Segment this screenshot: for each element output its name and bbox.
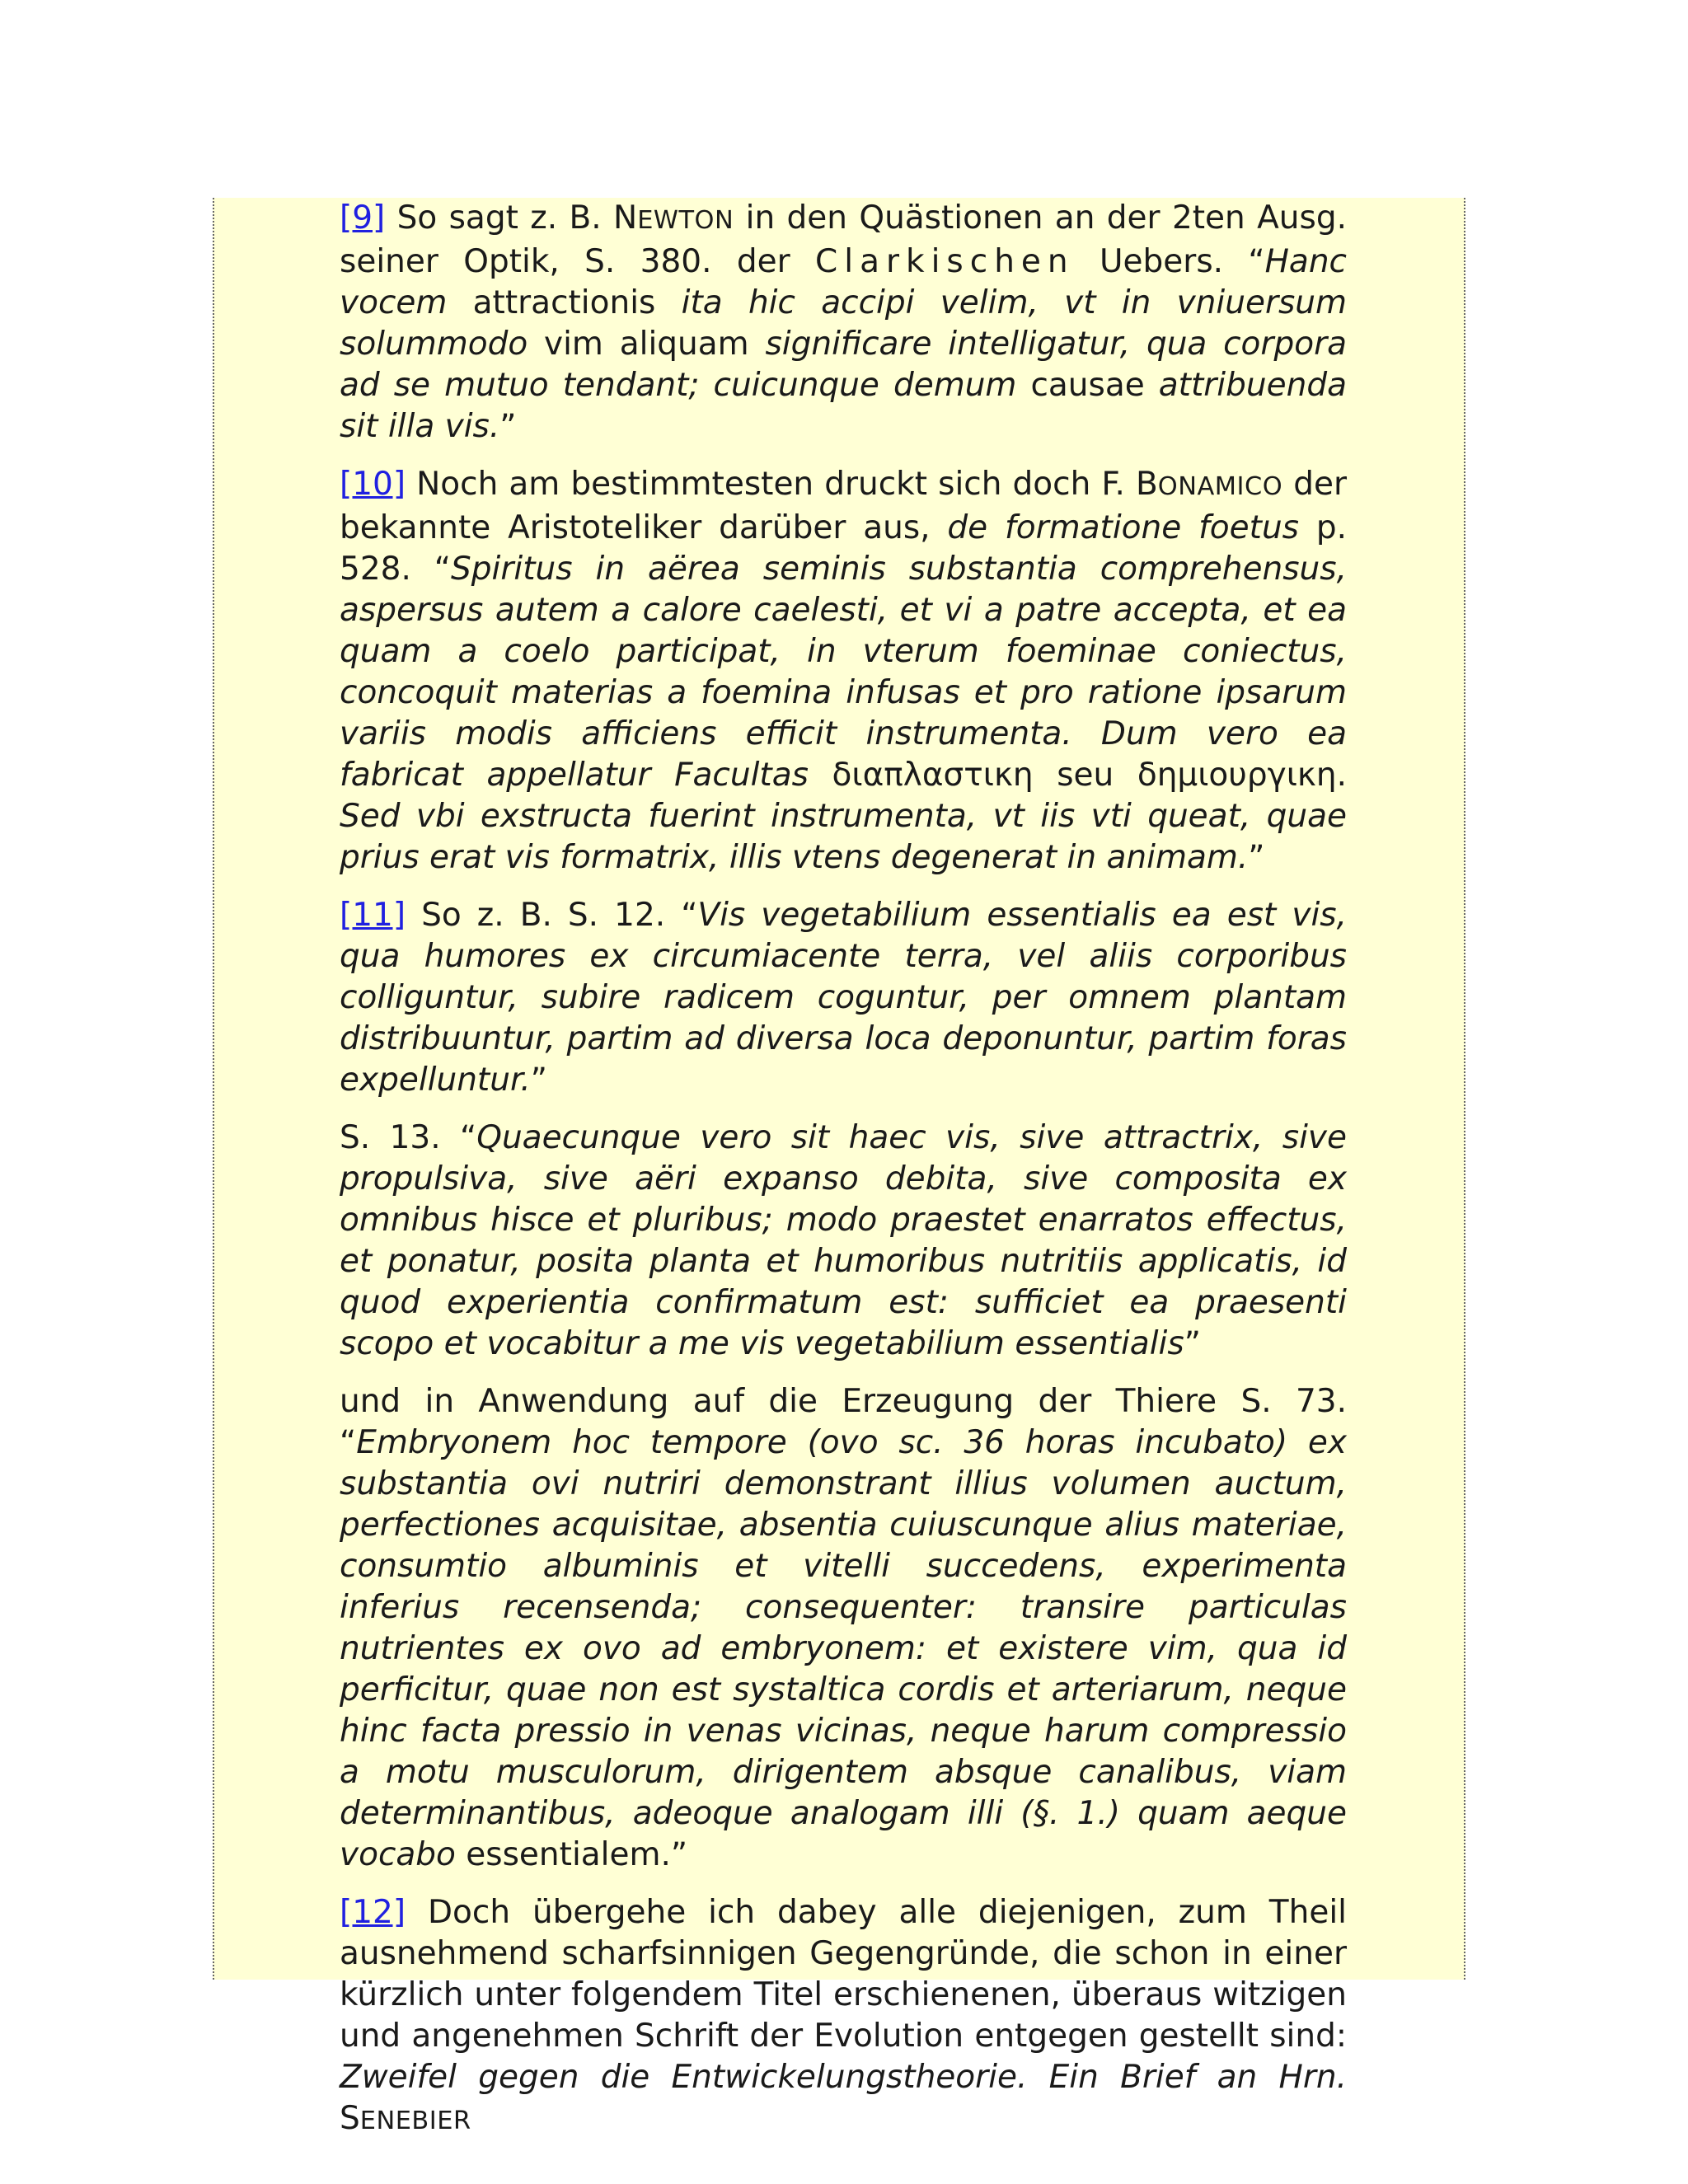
footnote-11-application: und in Anwendung auf die Erzeugung der Thiere S. 73. “Embryonem hoc tempore (ovo sc. 36 horas incubato) ex substantia ovi nutriri demonstrant illius volumen auctum, perfectiones acquisitae, absentia cuiuscunque alius materiae, consumtio albuminis et vitelli succedens, experimenta inferius recensenda; consequenter: transire particulas nutrientes ex ovo ad embryonem: et existere vim, qua id perficitur, quae non est systaltica cordis et arteriarum, neque hinc facta pressio in venas vicinas, neque harum compressio a motu musculorum, dirigentem absque canalibus, viam determinantibus, adeoque analogam illi (§. 1.) quam aeque vocabo essentialem.” xyxy=(340,1383,1347,1873)
footnote-12-link[interactable]: [12] xyxy=(340,1894,406,1931)
footnote-12: [12] Doch übergehe ich dabey alle diejenigen, zum Theil ausnehmend scharfsinnigen Gegengründe, die schon in einer kürzlich unter folgendem Titel erschienenen, überaus witzigen und angenehmen Schrift der Evolution entgegen gestellt sind: Zweifel gegen die Entwickelungstheorie. Ein Brief an Hrn. SENEBIER xyxy=(340,1894,1347,2137)
footnote-11-continued: S. 13. “Quaecunque vero sit haec vis, sive attractrix, sive propulsiva, sive aëri expanso debita, sive composita ex omnibus hisce et pluribus; modo praestet enarratos effectus, et ponatur, posita planta et humoribus nutritiis applicatis, id quod experientia confirmatum est: sufficiet ea praesenti scopo et vocabitur a me vis vegetabilium essentialis” xyxy=(340,1119,1347,1362)
document-page xyxy=(213,198,1465,2137)
footnote-9: [9] So sagt z. B. NEWTON in den Quästionen an der 2ten Ausg. seiner Optik, S. 380. der Clarkischen Uebers. “Hanc vocem attractionis ita hic accipi velim, vt in vniuersum solummodo vim aliquam significare intelligatur, qua corpora ad se mutuo tendant; cuicunque demum causae attribuenda sit illa vis.” xyxy=(340,199,1348,445)
footnote-11: [11] So z. B. S. 12. “Vis vegetabilium essentialis ea est vis, qua humores ex circumiacente terra, vel aliis corporibus colliguntur, subire radicem coguntur, per omnem plantam distribuuntur, partim ad diversa loca deponuntur, partim foras expelluntur.” xyxy=(340,897,1348,1099)
footnote-9-link[interactable]: [9] xyxy=(340,199,386,237)
footnote-10: [10] Noch am bestimmtesten druckt sich doch F. BONAMICO der bekannte Aristoteliker darüber aus, de formatione foetus p. 528. “Spiritus in aërea seminis substantia comprehensus, aspersus autem a calore caelesti, et vi a patre accepta, et ea quam a coelo participat, in vterum foeminae coniectus, concoquit materias a foemina infusas et pro ratione ipsarum variis modis afficiens efficit instrumenta. Dum vero ea fabricat appellatur Facultas διαπλαστικη seu δημιουργικη. Sed vbi exstructa fuerint instrumenta, vt iis vti queat, quae prius erat vis formatrix, illis vtens degenerat in animam.” xyxy=(340,466,1347,876)
text-column xyxy=(340,198,1347,2158)
footnote-11-link[interactable]: [11] xyxy=(340,897,406,934)
footnote-10-link[interactable]: [10] xyxy=(340,466,406,503)
